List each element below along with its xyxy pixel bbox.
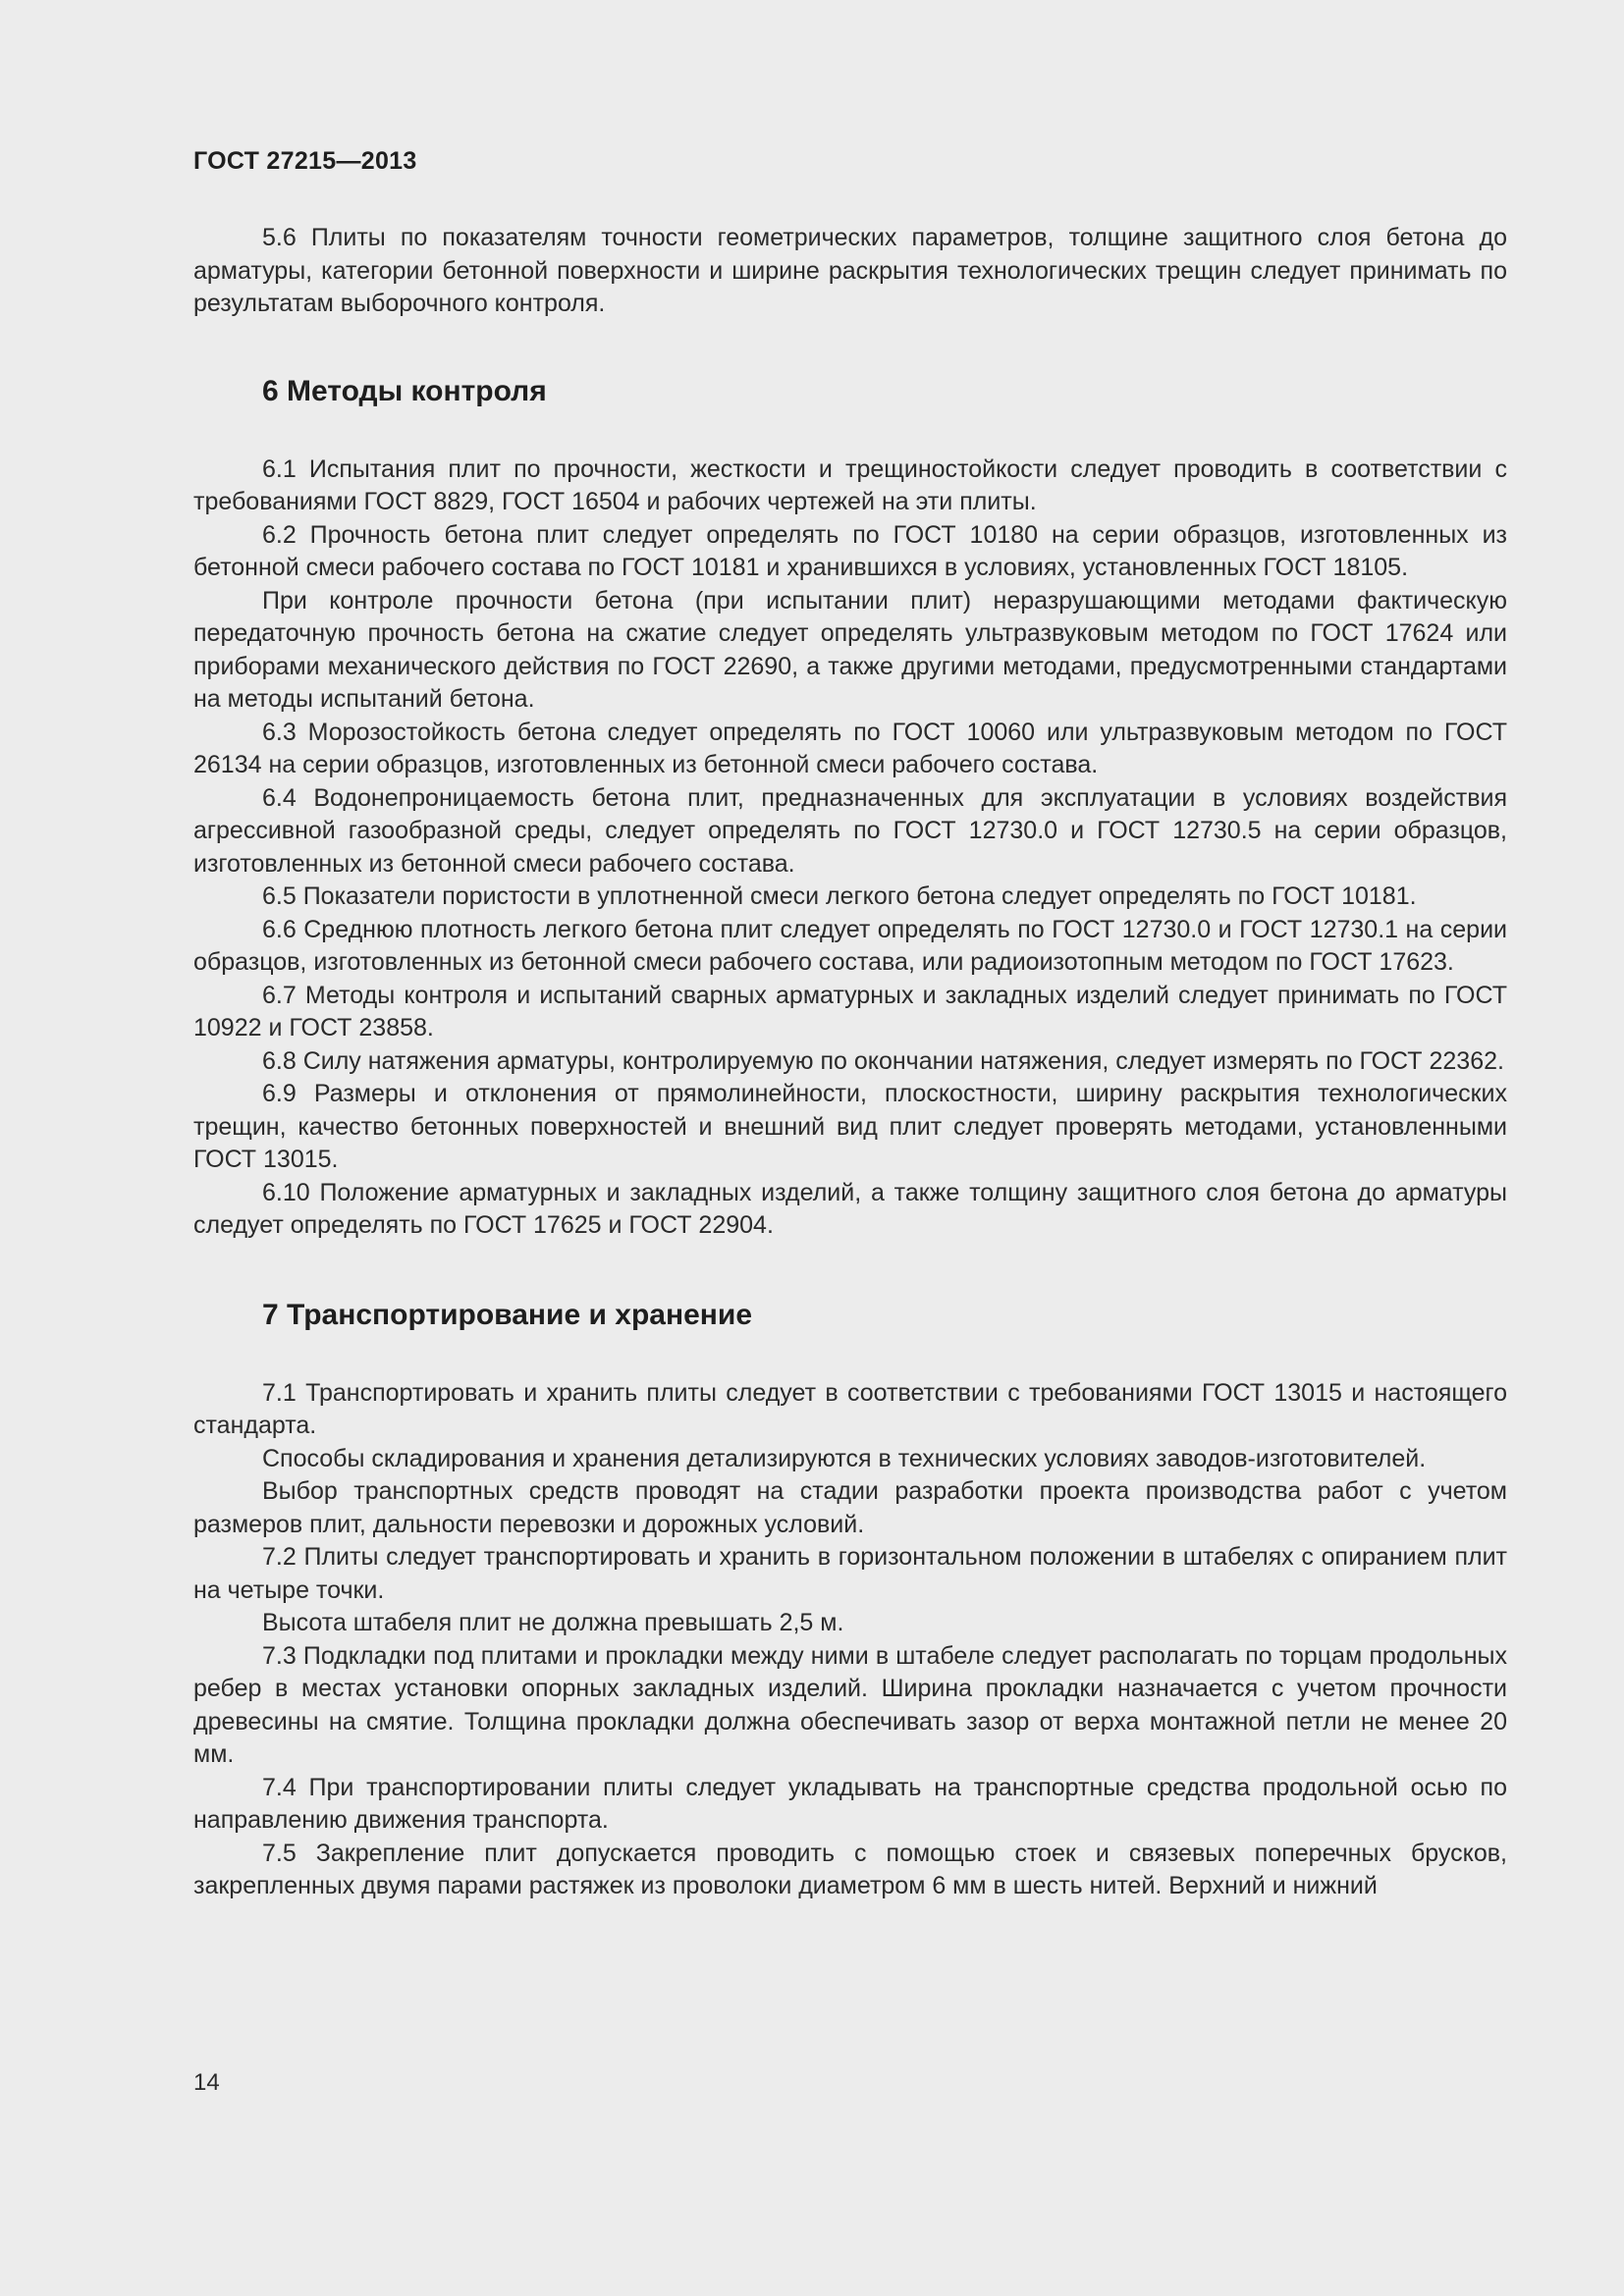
section-heading: 7 Транспортирование и хранение [262, 1298, 753, 1331]
paragraph: 6.6 Среднюю плотность легкого бетона плит следует определять по ГОСТ 12730.0 и ГОСТ 12730.1 на серии образцов, изготовленных из бетонной смеси рабочего состава, или радиоизотопным методом по ГОСТ 17623. [193, 915, 1507, 976]
paragraph: Способы складирования и хранения детализируются в технических условиях заводов-изготовителей. [262, 1444, 1427, 1472]
paragraph: 7.1 Транспортировать и хранить плиты следует в соответствии с требованиями ГОСТ 13015 и настоящего стандарта. [193, 1378, 1507, 1439]
paragraph: 6.1 Испытания плит по прочности, жесткости и трещиностойкости следует проводить в соответствии с требованиями ГОСТ 8829, ГОСТ 16504 и рабочих чертежей на эти плиты. [193, 454, 1507, 515]
paragraph: 6.3 Морозостойкость бетона следует определять по ГОСТ 10060 или ультразвуковым методом по ГОСТ 26134 на серии образцов, изготовленных из бетонной смеси рабочего состава. [193, 718, 1507, 778]
running-header: ГОСТ 27215—2013 [193, 147, 417, 175]
paragraph: 6.9 Размеры и отклонения от прямолинейности, плоскостности, ширину раскрытия технологических трещин, качество бетонных поверхностей и внешний вид плит следует проверять методами, установленными ГОСТ 13015. [193, 1080, 1507, 1173]
paragraph: Высота штабеля плит не должна превышать 2,5 м. [262, 1609, 844, 1636]
paragraph: 6.10 Положение арматурных и закладных изделий, а также толщину защитного слоя бетона до арматуры следует определять по ГОСТ 17625 и ГОСТ 22904. [193, 1178, 1507, 1239]
paragraph: 7.2 Плиты следует транспортировать и хранить в горизонтальном положении в штабелях с опиранием плит на четыре точки. [193, 1543, 1507, 1604]
paragraph: 5.6 Плиты по показателям точности геометрических параметров, толщине защитного слоя бетона до арматуры, категории бетонной поверхности и ширине раскрытия технологических трещин следует принимать по результатам выборочного контроля. [193, 224, 1507, 317]
paragraph: При контроле прочности бетона (при испытании плит) неразрушающими методами фактическую передаточную прочность бетона на сжатие следует определять ультразвуковым методом по ГОСТ 17624 или приборами механического действия по ГОСТ 22690, а также другими методами, предусмотренными стандартами на методы испытаний бетона. [193, 586, 1507, 713]
page-number: 14 [193, 2069, 220, 2096]
paragraph: 6.5 Показатели пористости в уплотненной смеси легкого бетона следует определять по ГОСТ 10181. [262, 882, 1417, 910]
paragraph: Выбор транспортных средств проводят на стадии разработки проекта производства работ с учетом размеров плит, дальности перевозки и дорожных условий. [193, 1477, 1507, 1538]
paragraph: 7.5 Закрепление плит допускается проводить с помощью стоек и связевых поперечных брусков, закрепленных двумя парами растяжек из проволоки диаметром 6 мм в шесть нитей. Верхний и нижний [193, 1839, 1507, 1899]
paragraph: 7.3 Подкладки под плитами и прокладки между ними в штабеле следует располагать по торцам продольных ребер в местах установки опорных закладных изделий. Ширина прокладки назначается с учетом прочности древесины на смятие. Толщина прокладки должна обеспечивать зазор от верха монтажной петли не менее 20 мм. [193, 1641, 1507, 1768]
page-body [193, 222, 1507, 1903]
paragraph: 7.4 При транспортировании плиты следует укладывать на транспортные средства продольной осью по направлению движения транспорта. [193, 1773, 1507, 1834]
paragraph: 6.4 Водонепроницаемость бетона плит, предназначенных для эксплуатации в условиях воздействия агрессивной газообразной среды, следует определять по ГОСТ 12730.0 и ГОСТ 12730.5 на серии образцов, изготовленных из бетонной смеси рабочего состава. [193, 783, 1507, 878]
section-heading: 6 Методы контроля [262, 374, 547, 407]
paragraph: 6.8 Силу натяжения арматуры, контролируемую по окончании натяжения, следует измерять по ГОСТ 22362. [262, 1046, 1504, 1075]
paragraph: 6.2 Прочность бетона плит следует определять по ГОСТ 10180 на серии образцов, изготовленных из бетонной смеси рабочего состава по ГОСТ 10181 и хранившихся в условиях, установленных ГОСТ 18105. [193, 520, 1507, 581]
paragraph: 6.7 Методы контроля и испытаний сварных арматурных и закладных изделий следует принимать по ГОСТ 10922 и ГОСТ 23858. [193, 981, 1507, 1041]
